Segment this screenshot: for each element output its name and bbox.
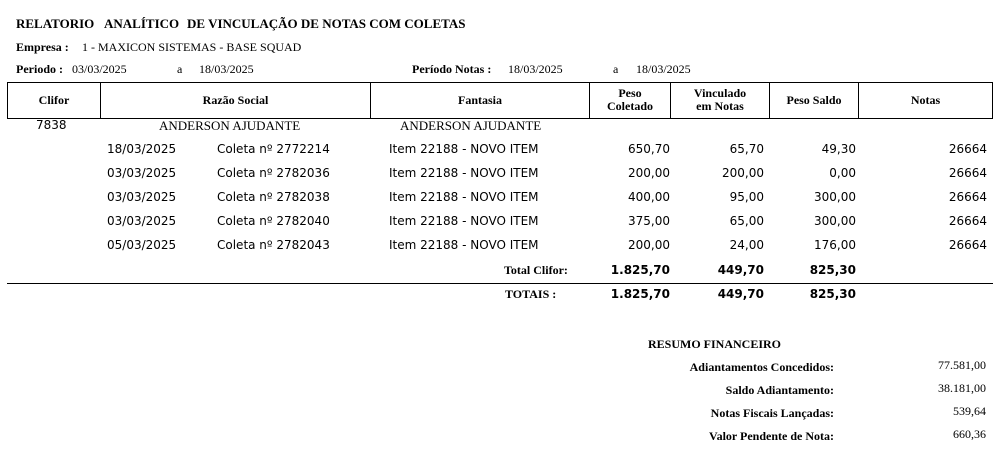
totais-saldo: 825,30 <box>809 287 856 301</box>
report-title-relatorio: RELATORIO <box>16 16 95 31</box>
periodo-notas-start: 18/03/2025 <box>508 62 563 76</box>
row-peso-coletado: 375,00 <box>628 214 670 228</box>
table-header-top-border <box>7 82 993 83</box>
row-peso-coletado: 200,00 <box>628 166 670 180</box>
col-header-fantasia: Fantasia <box>457 93 502 107</box>
row-coleta: Coleta nº 2782036 <box>217 166 330 180</box>
row-item: Item 22188 - NOVO ITEM <box>389 142 539 156</box>
row-vinculado: 65,70 <box>729 142 764 156</box>
col-header-vinculado <box>671 87 769 113</box>
row-peso-coletado: 400,00 <box>628 190 670 204</box>
empresa-value: 1 - MAXICON SISTEMAS - BASE SQUAD <box>82 40 302 54</box>
col-header-peso-coletado-line2: Coletado <box>607 99 653 113</box>
col-header-peso-coletado <box>590 87 670 113</box>
row-date: 03/03/2025 <box>107 166 177 180</box>
report-title-analitico: ANALÍTICO <box>104 16 180 31</box>
total-clifor-label: Total Clifor: <box>504 263 568 277</box>
resumo-item-value: 539,64 <box>953 404 986 418</box>
row-peso-coletado: 650,70 <box>628 142 670 156</box>
row-peso-saldo: 49,30 <box>821 142 856 156</box>
col-divider <box>992 82 993 119</box>
row-date: 03/03/2025 <box>107 190 177 204</box>
row-vinculado: 65,00 <box>729 214 764 228</box>
resumo-item-label: Adiantamentos Concedidos: <box>689 360 834 374</box>
totals-separator <box>7 283 993 284</box>
row-item: Item 22188 - NOVO ITEM <box>389 190 539 204</box>
resumo-item-label: Valor Pendente de Nota: <box>709 429 834 443</box>
row-coleta: Coleta nº 2782043 <box>217 238 330 252</box>
row-date: 05/03/2025 <box>107 238 177 252</box>
row-item: Item 22188 - NOVO ITEM <box>389 214 539 228</box>
row-date: 18/03/2025 <box>107 142 177 156</box>
resumo-item-label: Notas Fiscais Lançadas: <box>710 406 834 420</box>
col-header-vinculado-line1: Vinculado <box>693 86 747 100</box>
row-peso-coletado: 200,00 <box>628 238 670 252</box>
totais-peso: 1.825,70 <box>610 287 670 301</box>
col-header-clifor: Clifor <box>38 93 70 107</box>
client-code: 7838 <box>36 118 67 132</box>
totais-label: TOTAIS : <box>505 287 557 301</box>
row-nota: 26664 <box>948 142 987 156</box>
periodo-notas-end: 18/03/2025 <box>636 62 691 76</box>
resumo-title: RESUMO FINANCEIRO <box>648 337 782 351</box>
row-coleta: Coleta nº 2782038 <box>217 190 330 204</box>
periodo-label: Periodo : <box>16 62 63 76</box>
periodo-start: 03/03/2025 <box>72 62 127 76</box>
row-nota: 26664 <box>948 190 987 204</box>
row-vinculado: 200,00 <box>722 166 764 180</box>
col-header-notas: Notas <box>910 93 941 107</box>
resumo-item-value: 660,36 <box>953 427 986 441</box>
periodo-notas-label: Período Notas : <box>412 62 492 76</box>
row-date: 03/03/2025 <box>107 214 177 228</box>
totais-vinculado: 449,70 <box>717 287 764 301</box>
periodo-notas-separator: a <box>613 62 619 76</box>
row-coleta: Coleta nº 2772214 <box>217 142 330 156</box>
row-peso-saldo: 300,00 <box>814 214 856 228</box>
total-clifor-peso: 1.825,70 <box>610 263 670 277</box>
row-peso-saldo: 300,00 <box>814 190 856 204</box>
row-nota: 26664 <box>948 238 987 252</box>
periodo-end: 18/03/2025 <box>199 62 254 76</box>
resumo-item-value: 38.181,00 <box>938 381 986 395</box>
row-nota: 26664 <box>948 166 987 180</box>
col-header-vinculado-line2: em Notas <box>696 99 744 113</box>
resumo-item-label: Saldo Adiantamento: <box>725 383 834 397</box>
total-clifor-vinculado: 449,70 <box>717 263 764 277</box>
empresa-label: Empresa : <box>16 40 69 54</box>
row-coleta: Coleta nº 2782040 <box>217 214 330 228</box>
row-nota: 26664 <box>948 214 987 228</box>
client-fantasia: ANDERSON AJUDANTE <box>400 118 542 133</box>
periodo-separator: a <box>177 62 183 76</box>
row-vinculado: 95,00 <box>729 190 764 204</box>
report-title-main: DE VINCULAÇÃO DE NOTAS COM COLETAS <box>187 16 466 31</box>
col-header-razao-social: Razão Social <box>202 93 269 107</box>
row-peso-saldo: 0,00 <box>829 166 856 180</box>
resumo-item-value: 77.581,00 <box>938 358 986 372</box>
row-vinculado: 24,00 <box>729 238 764 252</box>
col-header-peso-saldo: Peso Saldo <box>786 93 842 107</box>
row-item: Item 22188 - NOVO ITEM <box>389 238 539 252</box>
total-clifor-saldo: 825,30 <box>809 263 856 277</box>
col-header-peso-coletado-line1: Peso <box>618 86 642 100</box>
client-razao-social: ANDERSON AJUDANTE <box>159 118 301 133</box>
row-item: Item 22188 - NOVO ITEM <box>389 166 539 180</box>
row-peso-saldo: 176,00 <box>814 238 856 252</box>
